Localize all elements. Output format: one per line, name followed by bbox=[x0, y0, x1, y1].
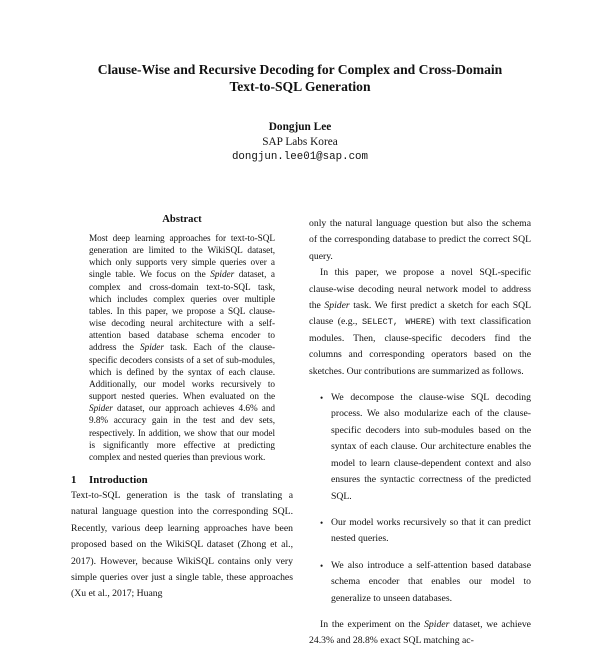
list-item: • We also introduce a self-attention based database schema encoder that enables our model to generalize to unseen databases. bbox=[320, 559, 531, 604]
left-column bbox=[71, 212, 293, 603]
title-line-2: Text-to-SQL Generation bbox=[229, 78, 371, 94]
abstract-heading: Abstract bbox=[162, 214, 202, 225]
paper-title bbox=[60, 62, 540, 95]
list-item: • Our model works recursively so that it can predict nested queries. bbox=[320, 516, 531, 545]
section-title: Introduction bbox=[89, 473, 148, 486]
contribution-list bbox=[309, 390, 531, 607]
proposal-paragraph: In this paper, we propose a novel SQL-specific clause-wise decoding neural network model to address the Spider task. We first predict a sketch for each SQL clause (e.g., SELECT, WHERE) with text classification modules. Then, clause-specific decoders find the columns and corresponding operators based on the sketches. Our contributions are summarized as follows. bbox=[309, 267, 532, 377]
bullet-icon: • bbox=[320, 560, 324, 571]
sql-keywords-code: SELECT, WHERE bbox=[362, 317, 432, 328]
intro-continuation-paragraph: only the natural language question but also the schema of the corresponding database to predict the correct SQL query. bbox=[309, 218, 531, 262]
list-item: • We decompose the clause-wise SQL decoding process. We also modularize each of the clause-specific decoders into sub-modules based on the syntax of each clause. Our architecture enables the model to learn clause-dependent context and also ensures the syntactic correctness of the predicted SQL. bbox=[320, 392, 531, 502]
abstract-body: Most deep learning approaches for text-to-SQL generation are limited to the WikiSQL dataset, which only supports very simple queries over a single table. We focus on the Spider dataset, a complex and cross-domain text-to-SQL task, which includes complex queries over multiple tables. In this paper, we propose a SQL clause-wise decoding neural architecture with a self-attention based database schema encoder to address the Spider task. Each of the clause-specific decoders consists of a set of sub-modules, which is defined by the syntax of each clause. Additionally, our model works recursively to support nested queries. When evaluated on the Spider dataset, our approach achieves 4.6% and 9.8% accuracy gain in the test and dev sets, respectively. In addition, we show that our model is significantly more effective at predicting complex and nested queries than previous work. bbox=[89, 234, 275, 463]
section-heading-introduction bbox=[71, 472, 293, 488]
section-number: 1 bbox=[71, 473, 77, 486]
bullet-icon: • bbox=[320, 517, 324, 528]
author-block bbox=[100, 120, 500, 165]
author-name: Dongjun Lee bbox=[268, 121, 332, 133]
title-line-1: Clause-Wise and Recursive Decoding for Complex and Cross-Domain bbox=[97, 62, 503, 77]
author-email[interactable]: dongjun.lee01@sap.com bbox=[231, 151, 369, 163]
intro-paragraph: Text-to-SQL generation is the task of translating a natural language question into the corresponding SQL. Recently, various deep learning approaches have been proposed based on the WikiSQL dataset (Zhong et al., 2017). However, because WikiSQL contains only very simple queries over just a single table, these approaches (Xu et al., 2017; Huang bbox=[71, 489, 293, 600]
experiment-paragraph: In the experiment on the Spider dataset, we achieve 24.3% and 28.8% exact SQL matching ac- bbox=[309, 618, 531, 647]
author-affiliation: SAP Labs Korea bbox=[262, 136, 338, 148]
bullet-icon: • bbox=[320, 393, 324, 404]
right-column bbox=[309, 216, 531, 650]
